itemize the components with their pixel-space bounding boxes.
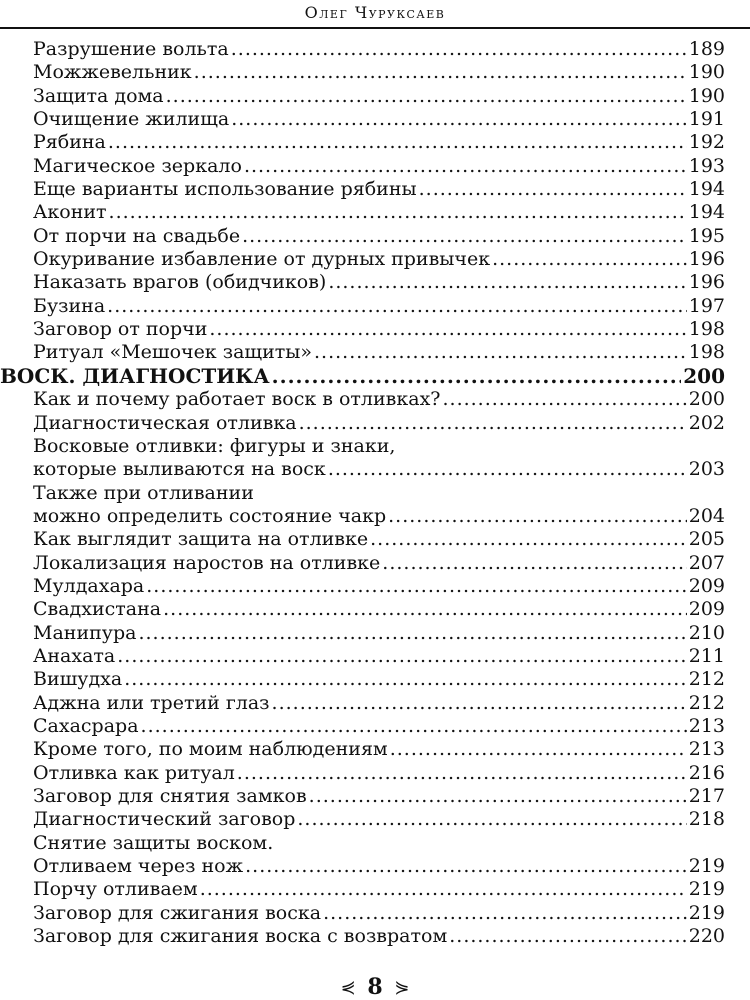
toc-entry-page: 219: [688, 855, 725, 878]
toc-entry-page: 203: [688, 458, 725, 481]
author-name: Олег Чуруксаев: [304, 3, 446, 22]
toc-entry-page: 200: [683, 364, 725, 388]
dot-leader: [163, 598, 687, 621]
toc-entry-page: 200: [688, 388, 725, 411]
toc-entry: [33, 575, 725, 598]
toc-entry: [33, 738, 725, 761]
toc-entry-title: Можжевельник: [33, 61, 192, 84]
toc-entry-title: Анахата: [33, 644, 116, 667]
toc-entry: [33, 692, 725, 715]
toc-entry-title: Восковые отливки: фигуры и знаки,: [33, 434, 396, 457]
dot-leader: [242, 225, 687, 248]
toc-entry: [33, 715, 725, 738]
dot-leader: [209, 318, 686, 341]
dot-leader: [194, 61, 687, 84]
running-header: [0, 0, 750, 28]
dot-leader: [299, 412, 687, 435]
dot-leader: [237, 762, 687, 785]
toc-entry-page: 190: [688, 61, 725, 84]
toc-entry: [33, 878, 725, 901]
toc-entry: [33, 131, 725, 154]
dot-leader: [309, 785, 687, 808]
toc-entry: [33, 295, 725, 318]
dot-leader: [124, 668, 687, 691]
toc-entry-title: Отливаем через нож: [33, 855, 244, 878]
toc-entry: [33, 318, 725, 341]
dot-leader: [272, 365, 682, 388]
toc-entry: [33, 645, 725, 668]
toc-entry: [33, 38, 725, 61]
toc-entry: [33, 785, 725, 808]
toc-entry: [33, 85, 725, 108]
toc-entry: [33, 271, 725, 294]
toc-entry-page: 191: [688, 108, 725, 131]
toc-entry-title: Снятие защиты воском.: [33, 831, 274, 854]
toc-entry-page: 193: [688, 154, 725, 177]
dot-leader: [146, 575, 686, 598]
dot-leader: [138, 622, 686, 645]
dot-leader: [297, 808, 686, 831]
toc-entry-page: 218: [688, 808, 725, 831]
dot-leader: [166, 85, 687, 108]
toc-entry: [33, 762, 725, 785]
dot-leader: [442, 388, 686, 411]
toc-entry-page: 196: [688, 271, 725, 294]
toc-entry-title: Заговор для сжигания воска с возвратом: [33, 925, 448, 948]
toc-entry-title: Кроме того, по моим наблюдениям: [33, 738, 388, 761]
toc-entry-title: ВОСК. ДИАГНОСТИКА: [0, 364, 270, 388]
dot-leader: [388, 505, 687, 528]
dot-leader: [314, 341, 687, 364]
toc-entry: [33, 598, 725, 621]
toc-entry-title: Магическое зеркало: [33, 154, 242, 177]
toc-entry: [33, 808, 725, 831]
toc-entry-page: 209: [688, 574, 725, 597]
toc-entry-title: Разрушение вольта: [33, 38, 229, 60]
dot-leader: [231, 38, 687, 61]
dot-leader: [390, 738, 687, 761]
dot-leader: [449, 925, 687, 948]
toc-entry: [33, 482, 725, 505]
toc-section-heading: [0, 365, 725, 388]
toc-entry-page: 198: [688, 318, 725, 341]
toc-entry-page: 217: [688, 785, 725, 807]
toc-entry-title: Свадхистана: [33, 598, 162, 621]
toc-entry-page: 216: [688, 761, 725, 784]
toc-entry-title: Локализация наростов на отливке: [33, 551, 381, 574]
dot-leader: [141, 715, 687, 738]
dot-leader: [492, 248, 687, 271]
toc-entry: [33, 178, 725, 201]
toc-entry-page: 211: [688, 644, 725, 667]
dot-leader: [272, 692, 687, 715]
toc-entry-page: 195: [688, 224, 725, 247]
page-footer: [0, 975, 750, 1000]
toc-entry-title: можно определить состояние чакр: [33, 504, 387, 527]
toc-entry-page: 197: [688, 294, 725, 317]
toc-entry-title: Аконит: [33, 201, 107, 224]
dot-leader: [231, 108, 687, 131]
toc-entry-title: Еще варианты использование рябины: [33, 178, 417, 201]
toc-entry: [33, 855, 725, 878]
toc-entry: [33, 108, 725, 131]
dot-leader: [382, 552, 686, 575]
toc-entry-title: От порчи на свадьбе: [33, 224, 241, 247]
toc-entry-page: 204: [688, 504, 725, 527]
toc-entry-page: 205: [688, 528, 725, 551]
toc-entry-page: 219: [688, 901, 725, 924]
toc-entry-page: 219: [688, 878, 725, 901]
toc-entry: [33, 388, 725, 411]
toc-entry-title: Диагностический заговор: [33, 808, 296, 831]
toc-entry: [33, 528, 725, 551]
toc-entry-title: Заговор для сжигания воска: [33, 901, 322, 924]
toc-entry-title: Ритуал «Мешочек защиты»: [33, 341, 312, 364]
toc-entry-page: 210: [688, 621, 725, 644]
dot-leader: [328, 458, 687, 481]
toc-entry: [33, 201, 725, 224]
toc-entry-title: Заговор от порчи: [33, 318, 208, 341]
right-ornament: ⋟: [394, 977, 410, 998]
dot-leader: [109, 201, 687, 224]
toc-entry-title: Также при отливании: [33, 481, 254, 504]
toc-entry-page: 196: [688, 248, 725, 271]
toc-entry-page: 198: [688, 341, 725, 364]
toc-entry-title: Аджна или третий глаз: [33, 691, 270, 714]
toc-entry-title: Как выглядит защита на отливке: [33, 528, 369, 551]
toc-entry: [33, 248, 725, 271]
toc-entry: [33, 435, 725, 458]
dot-leader: [370, 528, 687, 551]
dot-leader: [328, 271, 686, 294]
toc-entry-page: 194: [688, 178, 725, 201]
toc-entry-title: Как и почему работает воск в отливках?: [33, 388, 441, 411]
toc-entry-page: 212: [688, 691, 725, 714]
toc-entry-title: Бузина: [33, 294, 106, 317]
toc-entry-page: 213: [688, 714, 725, 737]
toc-entry: [33, 458, 725, 481]
dot-leader: [108, 131, 687, 154]
toc-entry-page: 190: [688, 84, 725, 107]
toc-entry-page: 207: [688, 551, 725, 574]
toc-entry: [33, 61, 725, 84]
toc-entry-title: Окуривание избавление от дурных привычек: [33, 248, 491, 271]
toc-entry: [33, 225, 725, 248]
toc-entry: [33, 832, 725, 855]
toc-entry-page: 220: [688, 925, 725, 948]
toc-entry-title: Очищение жилища: [33, 108, 230, 131]
toc-entry: [33, 622, 725, 645]
toc-entry-page: 209: [688, 598, 725, 621]
toc-entry-page: 212: [688, 668, 725, 691]
toc-entry: [33, 925, 725, 948]
dot-leader: [323, 902, 687, 925]
left-ornament: ⋞: [340, 977, 356, 998]
toc-entry: [33, 155, 725, 178]
dot-leader: [107, 295, 687, 318]
dot-leader: [245, 855, 687, 878]
page-number: 8: [367, 974, 383, 1000]
dot-leader: [117, 645, 686, 668]
toc-entry-title: Наказать врагов (обидчиков): [33, 271, 327, 294]
toc-entry-page: 189: [688, 38, 725, 60]
dot-leader: [200, 878, 687, 901]
toc-entry-title: Заговор для снятия замков: [33, 785, 307, 807]
toc-entry-page: 202: [688, 411, 725, 434]
toc-entry: [33, 668, 725, 691]
toc-entry-title: которые выливаются на воск: [33, 458, 326, 481]
dot-leader: [419, 178, 687, 201]
toc-entry: [33, 412, 725, 435]
toc-entry-page: 194: [688, 201, 725, 224]
toc-entry-title: Сахасрара: [33, 714, 139, 737]
toc-entry-title: Защита дома: [33, 84, 164, 107]
table-of-contents: [0, 38, 725, 948]
toc-entry: [33, 552, 725, 575]
toc-entry-title: Манипура: [33, 621, 137, 644]
toc-entry-title: Вишудха: [33, 668, 123, 691]
toc-entry-page: 213: [688, 738, 725, 761]
toc-entry: [33, 902, 725, 925]
toc-entry-title: Мулдахара: [33, 574, 145, 597]
toc-entry: [33, 505, 725, 528]
toc-entry-page: 192: [688, 131, 725, 154]
toc-entry-title: Диагностическая отливка: [33, 411, 297, 434]
toc-entry-title: Отливка как ритуал: [33, 761, 235, 784]
header-rule: [0, 27, 750, 29]
dot-leader: [244, 155, 687, 178]
toc-entry-title: Порчу отливаем: [33, 878, 198, 901]
toc-entry-title: Рябина: [33, 131, 106, 154]
toc-entry: [33, 341, 725, 364]
